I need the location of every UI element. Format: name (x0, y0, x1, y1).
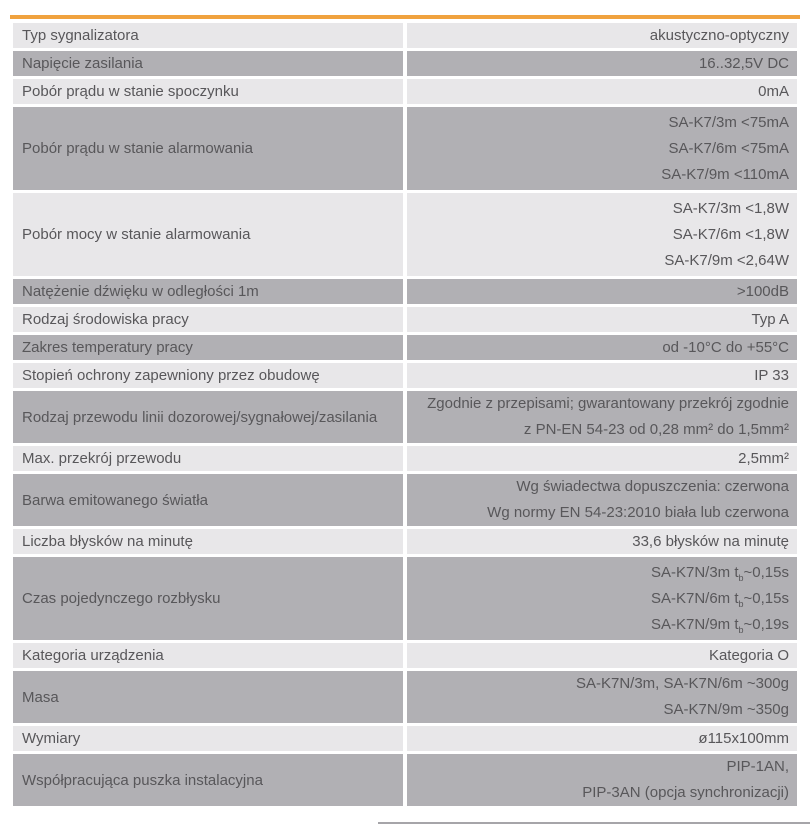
row-label-text: Współpracująca puszka instalacyjna (22, 771, 263, 789)
row-label-text: Max. przekrój przewodu (22, 450, 182, 467)
row-value (407, 335, 797, 360)
row-value (407, 474, 797, 526)
row-label (13, 363, 403, 388)
table-row (13, 107, 797, 190)
row-value (407, 79, 797, 104)
row-label-text: Natężenie dźwięku w odległości 1m (22, 283, 259, 300)
row-value-line: PIP-3AN (opcja synchronizacji) (582, 784, 789, 801)
table-row (13, 307, 797, 332)
table-row (13, 335, 797, 360)
specification-table (13, 23, 797, 809)
row-label (13, 474, 403, 526)
row-label-text: Rodzaj środowiska pracy (22, 311, 189, 328)
row-value-line: SA-K7/3m <1,8W (672, 199, 789, 217)
row-value-line (407, 586, 789, 612)
table-row (13, 446, 797, 471)
row-label (13, 754, 403, 806)
row-label (13, 726, 403, 751)
row-value-line: Wg normy EN 54-23:2010 biała lub czerwona (487, 504, 789, 521)
row-value-line: SA-K7N/9m ~350g (663, 701, 789, 718)
row-label (13, 643, 403, 668)
row-value-line: Wg świadectwa dopuszczenia: czerwona (516, 478, 789, 495)
accent-top-bar (10, 15, 800, 19)
row-value (407, 726, 797, 751)
row-value-line: SA-K7/6m <75mA (668, 139, 789, 157)
table-row (13, 363, 797, 388)
row-label (13, 23, 403, 48)
row-value-line: SA-K7N/3m, SA-K7N/6m ~300g (575, 675, 789, 692)
subscript-text: b (738, 598, 744, 609)
table-row (13, 557, 797, 640)
table-row (13, 754, 797, 806)
row-value-line: akustyczno-optyczny (649, 26, 789, 44)
row-label (13, 335, 403, 360)
row-label (13, 51, 403, 76)
table-row (13, 643, 797, 668)
row-value-line: 2,5mm² (738, 449, 789, 467)
table-row (13, 391, 797, 443)
row-label (13, 446, 403, 471)
row-value-line: 16..32,5V DC (698, 54, 789, 72)
row-value (407, 446, 797, 471)
table-row (13, 23, 797, 48)
row-label (13, 671, 403, 723)
row-value (407, 391, 797, 443)
row-label (13, 79, 403, 104)
subscript-text: b (738, 624, 744, 635)
table-row (13, 51, 797, 76)
table-row (13, 474, 797, 526)
row-label-text: Zakres temperatury pracy (22, 339, 193, 356)
row-value (407, 51, 797, 76)
row-value-line (407, 612, 789, 638)
row-label-text: Kategoria urządzenia (22, 647, 164, 664)
subscript-text: b (738, 572, 744, 583)
row-label-text: Pobór prądu w stanie spoczynku (22, 83, 239, 100)
table-row (13, 193, 797, 276)
row-label (13, 107, 403, 190)
table-row (13, 529, 797, 554)
row-value (407, 107, 797, 190)
table-row (13, 726, 797, 751)
row-value (407, 643, 797, 668)
row-value (407, 529, 797, 554)
table-row (13, 279, 797, 304)
row-value-line: od -10°C do +55°C (662, 338, 789, 356)
row-label-text: Pobór mocy w stanie alarmowania (22, 226, 251, 243)
row-label-text: Pobór prądu w stanie alarmowania (22, 140, 253, 157)
row-value (407, 671, 797, 723)
row-value-line: SA-K7/6m <1,8W (672, 225, 789, 243)
row-label (13, 391, 403, 443)
row-label-text: Rodzaj przewodu linii dozorowej/sygnałowej/zasilania (22, 408, 378, 426)
row-value-line: IP 33 (754, 366, 789, 384)
table-row (13, 671, 797, 723)
value-text: ~0,19s (743, 615, 789, 633)
row-label (13, 279, 403, 304)
row-value (407, 307, 797, 332)
bottom-divider-line (378, 822, 810, 824)
row-value-line: SA-K7/9m <2,64W (664, 251, 789, 269)
value-text: ~0,15s (743, 589, 789, 607)
row-label-text: Napięcie zasilania (22, 55, 143, 72)
row-label (13, 307, 403, 332)
row-value (407, 193, 797, 276)
row-value-line: >100dB (736, 282, 789, 300)
row-label-text: Wymiary (22, 730, 81, 747)
row-label (13, 557, 403, 640)
value-text: SA-K7N/6m t (650, 589, 739, 607)
row-value-line: SA-K7/9m <110mA (661, 165, 789, 183)
row-value-line: PIP-1AN, (726, 758, 789, 775)
row-label (13, 193, 403, 276)
row-label-text: Barwa emitowanego światła (22, 491, 208, 509)
value-text: SA-K7N/3m t (650, 563, 739, 581)
row-label-text: Stopień ochrony zapewniony przez obudowę (22, 367, 320, 384)
row-label (13, 529, 403, 554)
row-value (407, 279, 797, 304)
row-value-line: Typ A (751, 310, 789, 328)
row-value-line: 33,6 błysków na minutę (632, 532, 789, 550)
row-value (407, 754, 797, 806)
row-label-text: Czas pojedynczego rozbłysku (22, 590, 221, 607)
row-value-line: Kategoria O (708, 646, 789, 664)
row-value-line: ø115x100mm (698, 729, 789, 747)
row-value (407, 363, 797, 388)
row-value-line (407, 560, 789, 586)
row-value-line: 0mA (758, 82, 789, 100)
row-label-text: Masa (22, 688, 59, 706)
value-text: SA-K7N/9m t (650, 615, 739, 633)
row-value-line: SA-K7/3m <75mA (668, 113, 789, 131)
value-text: ~0,15s (743, 563, 789, 581)
row-value-line: Zgodnie z przepisami; gwarantowany przekrój zgodnie (427, 395, 789, 412)
row-value-line: z PN-EN 54-23 od 0,28 mm² do 1,5mm² (523, 421, 789, 438)
row-value (407, 23, 797, 48)
row-label-text: Typ sygnalizatora (22, 27, 139, 44)
table-row (13, 79, 797, 104)
row-value (407, 557, 797, 640)
row-label-text: Liczba błysków na minutę (22, 533, 193, 550)
